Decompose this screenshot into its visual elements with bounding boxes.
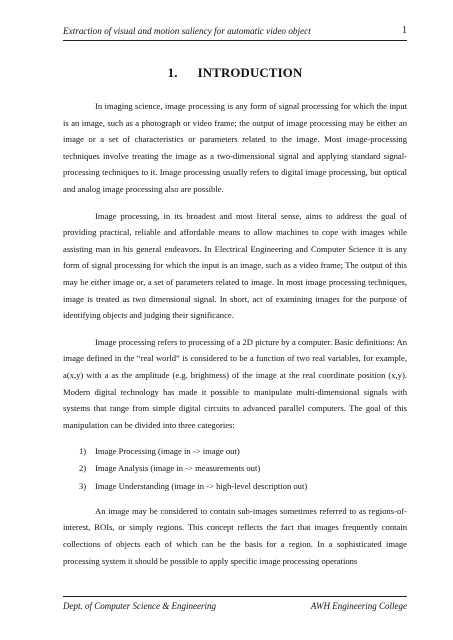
running-header bbox=[63, 25, 407, 37]
footer-rule bbox=[63, 596, 407, 597]
footer-college: AWH Engineering College bbox=[310, 601, 407, 611]
list-item bbox=[79, 460, 407, 477]
list-item bbox=[79, 478, 407, 495]
paragraph: Image processing, in its broadest and most literal sense, aims to address the goal of providing practical, reliable and affordable means to allow machines to cope with images while assisting man in his general endeavors. In Electrical Engineering and Computer Science it is any form of signal processing for which the input is an image, such as a video frame; The output of this may be either image or, a set of parameters related to image. In most image processing techniques, image is treated as two dimensional signal. In short, act of examining images for the purpose of identifying objects and judging their significance. bbox=[63, 210, 407, 321]
running-footer bbox=[63, 600, 407, 612]
paragraph: An image may be considered to contain sub-images sometimes referred to as regions-of-interest, ROIs, or simply regions. This concept reflects the fact that images frequently contain collections of objects each of which can be the basis for a region. In a sophisticated image processing system it should be possible to apply specific image processing operations bbox=[63, 505, 407, 566]
section-heading bbox=[63, 64, 407, 82]
category-list bbox=[63, 443, 407, 495]
running-title: Extraction of visual and motion saliency for automatic video object bbox=[63, 26, 311, 36]
list-text: Image Analysis (image in -> measurements out) bbox=[95, 463, 261, 474]
body-text bbox=[63, 98, 407, 579]
list-number: 2) bbox=[79, 463, 87, 474]
list-number: 1) bbox=[79, 446, 87, 457]
list-text: Image Understanding (image in -> high-level description out) bbox=[95, 480, 308, 491]
list-text: Image Processing (image in -> image out) bbox=[95, 446, 240, 457]
list-number: 3) bbox=[79, 480, 87, 491]
paragraph: Image processing refers to processing of a 2D picture by a computer. Basic definitions: An image defined in the “real world” is considered to be a function of two real variables, for example, a(x,y) with a as the amplitude (e.g. brightness) of the image at the real coordinate position (x,y). Modern digital technology has made it possible to manipulate multi-dimensional signals with systems that range from simple digital circuits to advanced parallel computers. The goal of this manipulation can be divided into three categories: bbox=[63, 336, 407, 430]
section-number: 1. bbox=[167, 66, 178, 80]
section-title: INTRODUCTION bbox=[197, 66, 303, 80]
paragraph: In imaging science, image processing is any form of signal processing for which the input is an image, such as a photograph or video frame; the output of image processing may be either an image or a set of characteristics or parameters related to the image. Most image-processing techniques involve treating the image as a two-dimensional signal and applying standard signal-processing techniques to it. Image processing usually refers to digital image processing, but optical and analog image processing also are possible. bbox=[63, 101, 407, 194]
header-rule bbox=[63, 40, 407, 41]
list-item bbox=[79, 443, 407, 460]
footer-department: Dept. of Computer Science & Engineering bbox=[63, 601, 216, 611]
page-number: 1 bbox=[402, 25, 407, 36]
